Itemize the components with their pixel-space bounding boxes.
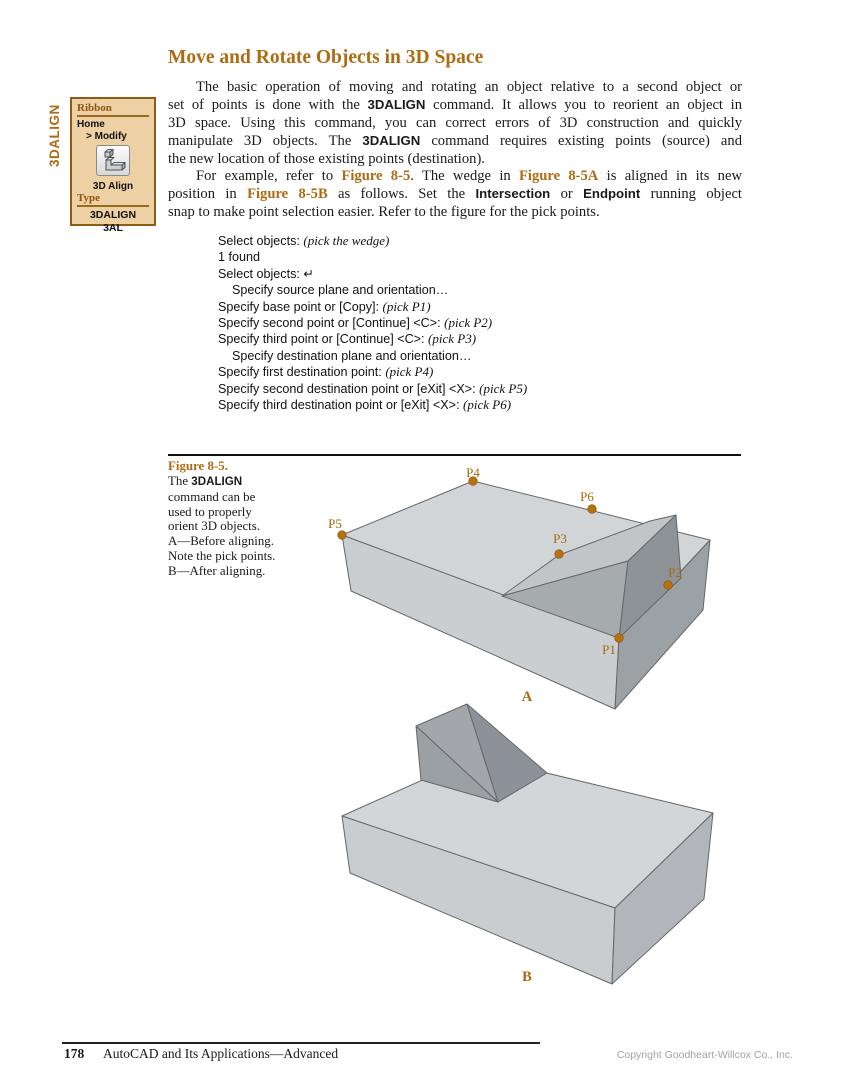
text-segment: 3DALIGN [362, 133, 421, 149]
text-segment: Specify third destination point or [eXit] <X>: [218, 398, 464, 413]
text-segment: orient 3D objects. [168, 519, 261, 534]
text-segment: Specify first destination point: [218, 365, 386, 380]
text-line [168, 185, 742, 203]
text-segment: Specify source plane and orientation… [232, 283, 449, 298]
text-segment: (pick P2) [444, 315, 493, 331]
text-line [218, 266, 638, 282]
3d-align-icon [96, 145, 130, 176]
figure-8-5-illustration [320, 460, 745, 1000]
text-segment: the new location of those existing points (destination). [168, 150, 485, 167]
divider [77, 115, 149, 117]
text-segment: (pick P1) [382, 298, 431, 314]
command-prompt-listing [218, 233, 638, 413]
text-segment: snap to make point selection easier. Refer to the figure for the pick points. [168, 203, 600, 220]
figure-number-label: Figure 8-5. [168, 459, 228, 473]
pick-point-dot-p5 [338, 531, 347, 540]
text-segment: For example, refer to [196, 168, 342, 185]
text-line [218, 348, 638, 364]
text-line [168, 204, 742, 221]
text-line [168, 505, 316, 520]
text-segment: command. It allows you to reorient an object in [425, 97, 742, 114]
text-segment: (pick the wedge) [303, 233, 390, 248]
text-line [168, 132, 742, 150]
book-title: AutoCAD and Its Applications—Advanced [103, 1046, 339, 1061]
text-segment: The basic operation of moving and rotating an object relative to a second object or [196, 79, 742, 95]
text-segment: Intersection [475, 186, 551, 202]
text-segment: B—After aligning. [168, 563, 266, 578]
text-segment: position in [168, 186, 248, 203]
text-line [168, 79, 742, 96]
figure-b-sublabel: B [522, 969, 532, 985]
type-command-1: 3DALIGN [89, 209, 137, 221]
text-line [218, 331, 638, 347]
text-segment: or [550, 186, 584, 203]
sidebar-vertical-command-label: 3DALIGN [47, 104, 62, 168]
text-segment: Endpoint [583, 186, 641, 202]
text-segment: (pick P6) [463, 397, 512, 413]
text-line [168, 115, 742, 132]
text-segment: The [168, 474, 192, 488]
text-line [168, 534, 316, 549]
copyright-notice: Copyright Goodheart-Willcox Co., Inc. [616, 1049, 793, 1061]
text-segment: command can be [168, 489, 256, 504]
text-segment: 3D space. Using this command, you can correct errors of 3D construction and quickly [168, 114, 742, 131]
text-line [168, 519, 316, 534]
figure-b-solids [342, 704, 713, 984]
text-segment: 3DALIGN [191, 475, 243, 488]
text-line [168, 490, 316, 505]
text-line [168, 168, 742, 185]
ribbon-header: Ribbon [77, 102, 112, 114]
text-segment: 1 found [218, 250, 261, 265]
text-segment: is aligned in its new [598, 168, 742, 185]
ribbon-tab-label: Home [77, 119, 105, 130]
text-segment: Figure 8-5B [247, 186, 328, 203]
pick-point-dot-p3 [555, 550, 564, 559]
text-segment: (pick P5) [479, 380, 528, 396]
text-line [218, 299, 638, 315]
text-segment: manipulate 3D objects. The [168, 133, 363, 150]
text-segment: Note the pick points. [168, 548, 276, 563]
text-line [168, 549, 316, 564]
text-segment: (pick P4) [385, 364, 434, 380]
pick-point-label-p2: P2 [668, 565, 682, 580]
text-segment: Specify destination plane and orientation… [232, 348, 472, 363]
ribbon-panel-label: > Modify [86, 131, 127, 142]
footer-rule [62, 1042, 540, 1044]
pick-point-dot-p6 [588, 505, 597, 514]
text-line [218, 249, 638, 265]
tool-icon-wrap [77, 145, 149, 180]
text-segment: as follows. Set the [327, 186, 476, 203]
text-segment: command requires existing points (source) and [420, 133, 742, 150]
text-segment: Specify second destination point or [eXit] <X>: [218, 381, 480, 396]
pick-point-dot-p2 [664, 581, 673, 590]
body-text [168, 79, 742, 221]
text-segment: used to properly [168, 504, 252, 519]
text-segment: Figure 8-5A [518, 168, 599, 185]
text-segment: Specify second point or [Continue] <C>: [218, 316, 445, 331]
text-segment: . The wedge in [410, 168, 519, 185]
text-segment: Specify third point or [Continue] <C>: [218, 332, 429, 347]
text-segment: 3DALIGN [367, 97, 426, 113]
text-segment: Select objects: [218, 234, 304, 248]
type-header: Type [77, 192, 101, 204]
type-command-2: 3AL [103, 222, 123, 234]
text-segment: running object [640, 186, 742, 203]
pick-point-label-p3: P3 [553, 531, 567, 546]
type-command-names [77, 209, 149, 235]
text-line [168, 151, 742, 168]
text-segment: Figure 8-5 [341, 168, 411, 185]
pick-point-label-p5: P5 [328, 516, 342, 531]
pick-point-dot-p1 [615, 634, 624, 643]
pick-point-label-p4: P4 [466, 465, 480, 480]
text-line [168, 96, 742, 114]
tool-name-label: 3D Align [92, 181, 134, 192]
text-line [218, 315, 638, 331]
text-segment: A—Before aligning. [168, 534, 274, 549]
text-segment: Specify base point or [Copy]: [218, 299, 383, 314]
figure-caption-text [168, 474, 316, 579]
command-reference-box [70, 97, 156, 234]
divider [77, 205, 149, 207]
text-line [168, 474, 316, 490]
figure-a-solids [342, 481, 710, 709]
section-heading: Move and Rotate Objects in 3D Space [168, 47, 484, 68]
text-line [218, 397, 638, 413]
pick-point-label-p1: P1 [602, 642, 616, 657]
text-line [218, 364, 638, 380]
text-segment: Select objects: ↵ [218, 266, 314, 281]
pick-point-label-p6: P6 [580, 489, 594, 504]
text-line [218, 233, 638, 249]
page-number: 178 [64, 1046, 85, 1061]
text-line [218, 381, 638, 397]
figure-top-rule [168, 454, 741, 456]
figure-caption [168, 459, 316, 579]
text-line [218, 282, 638, 298]
text-segment: set of points is done with the [168, 97, 368, 114]
text-segment: (pick P3) [428, 331, 477, 347]
text-line [168, 564, 316, 579]
figure-a-sublabel: A [521, 689, 533, 705]
